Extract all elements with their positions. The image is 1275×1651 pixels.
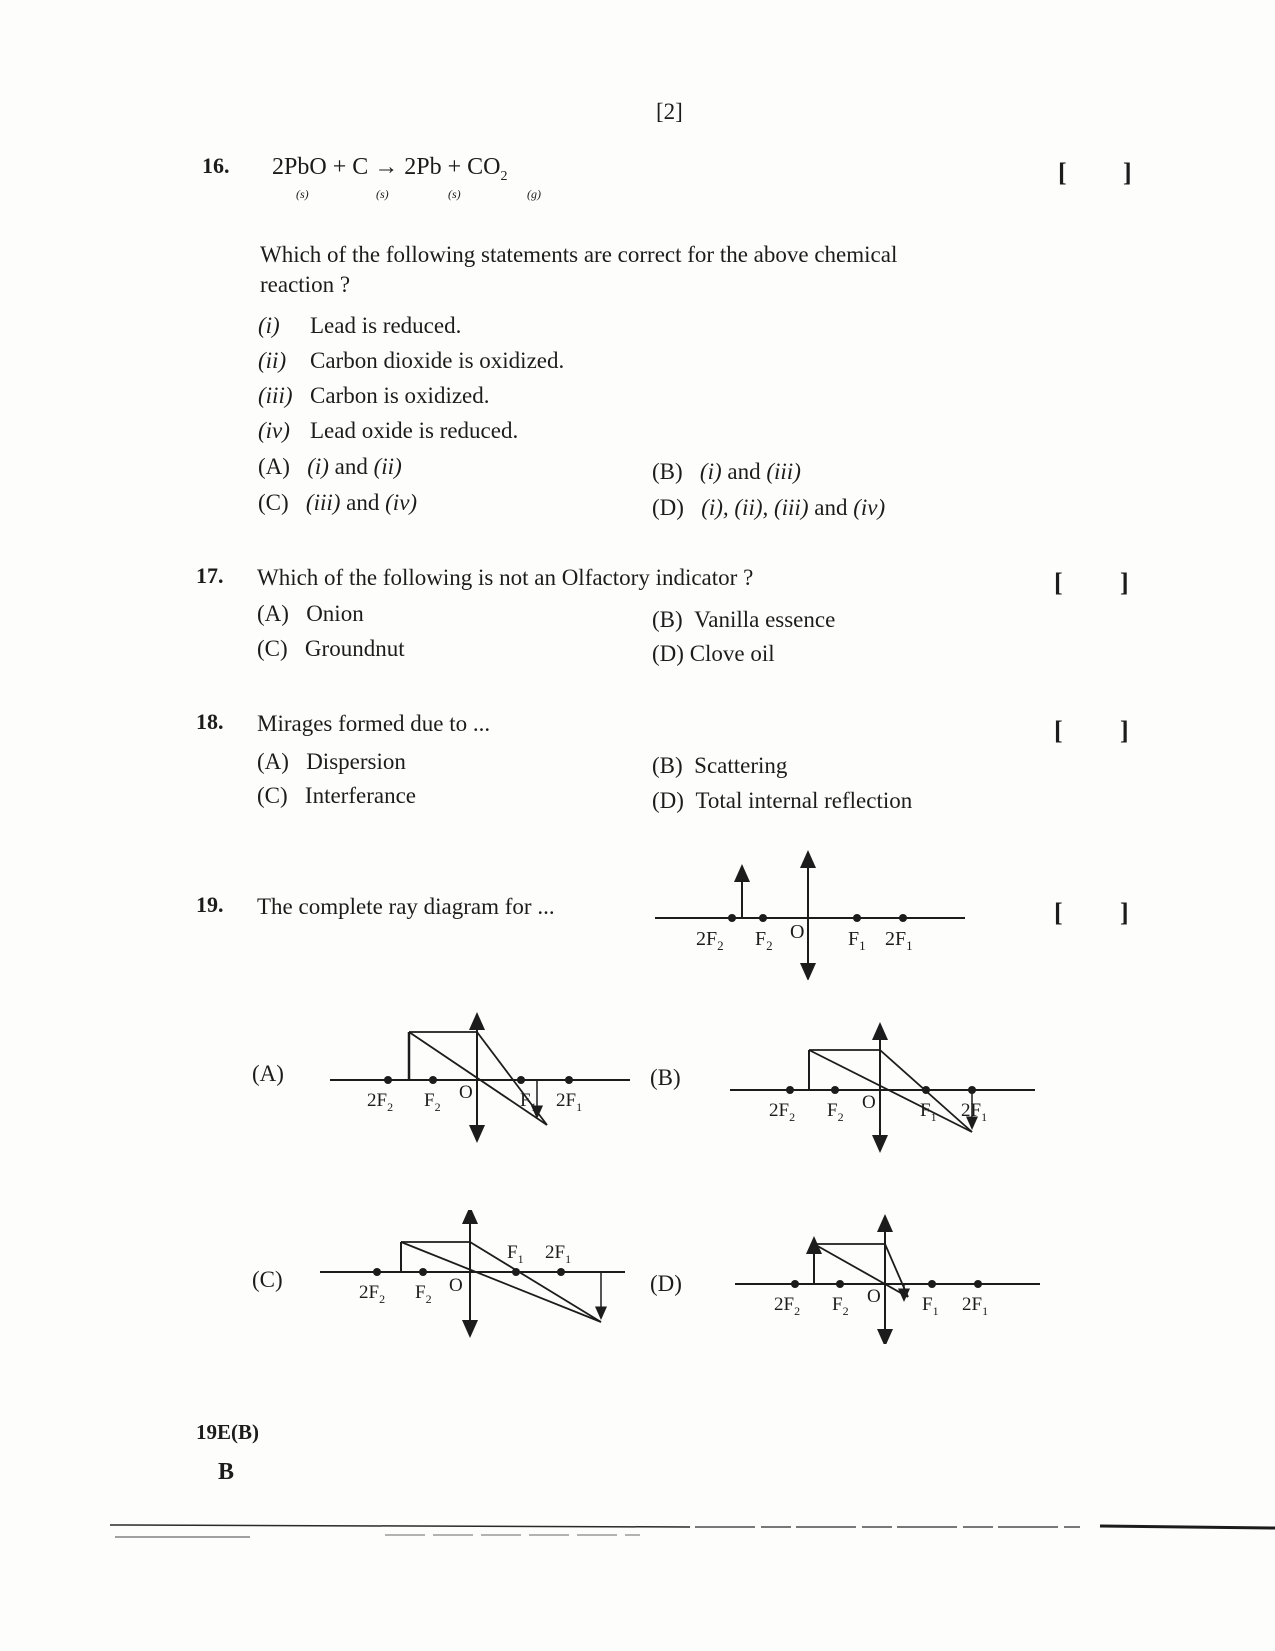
eq-lhs1: 2PbO [272, 154, 327, 180]
q16-option-c[interactable] [258, 491, 417, 514]
option-part2: (ii) [373, 454, 402, 479]
label-o: O [790, 921, 805, 943]
option-part1: (iii) [305, 490, 341, 515]
option-label: (A) [257, 749, 289, 774]
label-f1: $F_1$ [920, 1100, 937, 1124]
q18-option-d[interactable] [652, 789, 912, 812]
option-label: (A) [257, 601, 289, 626]
eq-plus1: + [332, 154, 347, 180]
option-joiner: and [721, 459, 767, 484]
option-text: Dispersion [306, 749, 406, 774]
point-f2 [836, 1280, 844, 1288]
option-text: Total internal reflection [695, 788, 913, 813]
q19-bracket-close: ] [1120, 898, 1129, 927]
q19-option-a-diagram[interactable] [320, 1010, 640, 1145]
point-2f2 [384, 1076, 392, 1084]
q19-option-c-label[interactable]: (C) [252, 1267, 283, 1292]
point-f1 [517, 1076, 525, 1084]
state-pbo: (s) [296, 187, 309, 201]
label-f2: $F_2$ [832, 1294, 849, 1318]
q16-stmt4-tag: (iv) [258, 418, 290, 443]
q16-stmt3-text: Carbon is oxidized. [310, 383, 490, 408]
q19-option-a-label[interactable]: (A) [252, 1061, 284, 1086]
label-2f2: $2F_2$ [359, 1282, 386, 1306]
label-2f1: $2F_1$ [961, 1100, 988, 1124]
page-number: [2] [656, 99, 683, 124]
option-label: (C) [257, 636, 288, 661]
label-2f2: $2F_2$ [769, 1100, 796, 1124]
eq-plus2: + [447, 154, 462, 180]
q16-option-d[interactable] [652, 496, 885, 519]
option-label: (D) [652, 788, 684, 813]
label-2f2: $2F_2$ [367, 1090, 394, 1114]
label-2f1: $2F_1$ [885, 928, 913, 953]
q17-option-d[interactable] [652, 642, 775, 665]
option-part1: (i) [699, 459, 722, 484]
q17-option-b[interactable] [652, 608, 835, 631]
eq-sub: 2 [500, 168, 508, 184]
label-f1: $F_1$ [520, 1090, 537, 1114]
q19-option-c-diagram[interactable] [315, 1210, 635, 1340]
option-joiner: and [808, 495, 854, 520]
eq-lhs2: C [352, 154, 369, 180]
q18-bracket-close: ] [1120, 716, 1129, 745]
point-2f1 [899, 914, 907, 922]
q16-number: 16. [202, 153, 230, 178]
q19-question: The complete ray diagram for ... [257, 894, 555, 919]
label-f1: $F_1$ [922, 1294, 939, 1318]
option-label: (D) [652, 641, 684, 666]
option-text: Onion [306, 601, 364, 626]
label-o: O [449, 1275, 463, 1296]
q19-number: 19. [196, 892, 224, 917]
option-label: (C) [257, 783, 288, 808]
eq-rhs2: CO [467, 154, 501, 180]
point-f2 [419, 1268, 427, 1276]
label-o: O [867, 1286, 881, 1307]
point-2f1 [557, 1268, 565, 1276]
option-label: (B) [652, 459, 683, 484]
q16-stmt4-text: Lead oxide is reduced. [310, 418, 519, 443]
q17-bracket-close: ] [1120, 568, 1129, 597]
q17-option-c[interactable] [257, 637, 405, 660]
q16-equation [272, 155, 508, 184]
q16-stmt2-text: Carbon dioxide is oxidized. [310, 348, 565, 373]
q16-bracket-open: [ [1058, 158, 1067, 187]
label-f1: $F_1$ [507, 1242, 524, 1266]
point-f2 [429, 1076, 437, 1084]
q19-question-diagram [650, 850, 980, 980]
option-joiner: and [340, 490, 386, 515]
option-label: (D) [652, 495, 684, 520]
point-f1 [853, 914, 861, 922]
eq-arrow: → [374, 154, 399, 180]
label-f2: $F_2$ [424, 1090, 441, 1114]
option-part2: (iv) [853, 495, 886, 520]
label-f1: $F_1$ [848, 928, 866, 953]
state-c: (s) [376, 187, 389, 201]
page-code: 19E(B) [196, 1420, 259, 1444]
series-letter: B [218, 1459, 235, 1485]
q16-question-line1: Which of the following statements are correct for the above chemical [260, 242, 898, 267]
q17-option-a[interactable] [257, 602, 364, 625]
point-2f1 [565, 1076, 573, 1084]
footer-rule [0, 1515, 1275, 1545]
q19-option-b-label[interactable]: (B) [650, 1065, 681, 1090]
option-text: Vanilla essence [694, 607, 836, 632]
option-text: Interferance [304, 783, 416, 808]
state-co2: (g) [527, 187, 541, 201]
label-o: O [862, 1092, 876, 1113]
point-f1 [922, 1086, 930, 1094]
q16-option-a[interactable] [258, 455, 402, 478]
q18-number: 18. [196, 709, 224, 734]
q17-question: Which of the following is not an Olfactory indicator ? [257, 565, 754, 590]
point-f2 [759, 914, 767, 922]
ray-refracted [470, 1242, 601, 1322]
q16-stmt1-text: Lead is reduced. [310, 313, 462, 338]
q19-option-b-diagram[interactable] [725, 1020, 1045, 1155]
option-label: (B) [652, 753, 683, 778]
q18-option-b[interactable] [652, 754, 787, 777]
label-o: O [459, 1082, 473, 1103]
q19-option-d-diagram[interactable] [730, 1214, 1050, 1344]
option-label: (A) [258, 454, 290, 479]
point-2f2 [786, 1086, 794, 1094]
state-pb: (s) [448, 187, 461, 201]
label-f2: $F_2$ [415, 1282, 432, 1306]
q17-bracket-open: [ [1054, 568, 1063, 597]
q18-bracket-open: [ [1054, 716, 1063, 745]
option-part2: (iv) [385, 490, 418, 515]
q16-stmt3-tag: (iii) [258, 383, 293, 408]
q16-stmt2-tag: (ii) [258, 348, 287, 373]
ray-centre [814, 1244, 908, 1297]
q16-stmt1-tag: (i) [258, 313, 280, 338]
q16-question-line2: reaction ? [260, 272, 351, 297]
q18-option-c[interactable] [257, 784, 416, 807]
q19-bracket-open: [ [1054, 898, 1063, 927]
point-2f1 [974, 1280, 982, 1288]
label-2f2: $2F_2$ [774, 1294, 801, 1318]
label-2f2: $2F_2$ [696, 928, 724, 953]
option-label: (C) [258, 490, 289, 515]
option-part1: (i), (ii), (iii) [701, 495, 809, 520]
label-f2: $F_2$ [755, 928, 773, 953]
label-2f1: $2F_1$ [545, 1242, 572, 1266]
point-f1 [928, 1280, 936, 1288]
label-2f1: $2F_1$ [962, 1294, 989, 1318]
q16-bracket-close: ] [1123, 158, 1132, 187]
label-2f1: $2F_1$ [556, 1090, 583, 1114]
point-f2 [831, 1086, 839, 1094]
point-f1 [512, 1268, 520, 1276]
option-part1: (i) [307, 454, 329, 479]
option-joiner: and [328, 454, 374, 479]
option-label: (B) [652, 607, 683, 632]
q18-question: Mirages formed due to ... [257, 711, 491, 736]
eq-rhs1: 2Pb [404, 154, 442, 180]
option-text: Groundnut [304, 636, 405, 661]
option-text: Scattering [694, 753, 788, 778]
q19-option-d-label[interactable]: (D) [650, 1271, 682, 1296]
option-text: Clove oil [689, 641, 775, 666]
q17-number: 17. [196, 563, 224, 588]
point-2f1 [968, 1086, 976, 1094]
point-2f2 [791, 1280, 799, 1288]
q18-option-a[interactable] [257, 750, 406, 773]
q16-option-b[interactable] [652, 460, 801, 483]
label-f2: $F_2$ [827, 1100, 844, 1124]
point-2f2 [728, 914, 736, 922]
option-part2: (iii) [766, 459, 801, 484]
point-2f2 [373, 1268, 381, 1276]
